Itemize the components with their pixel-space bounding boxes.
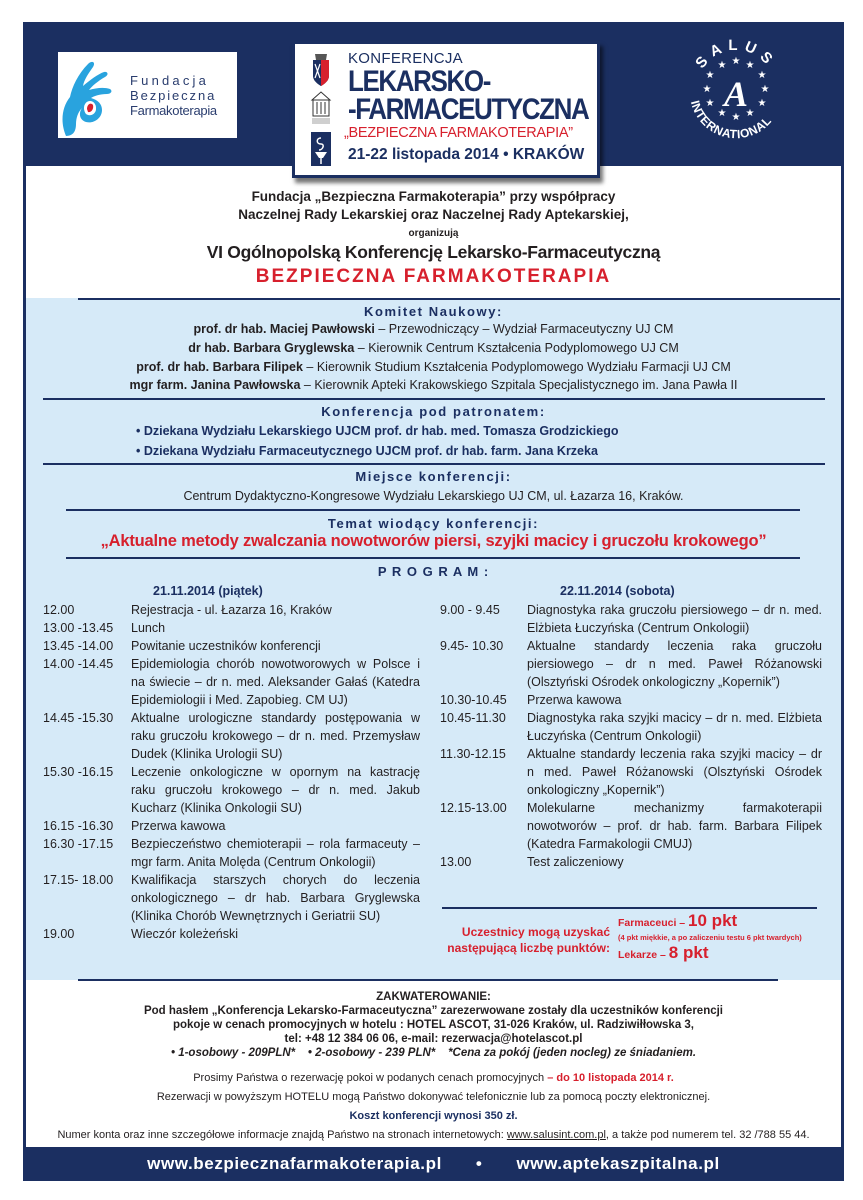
divider <box>43 398 825 400</box>
schedule-row: 16.15 -16.30 Przerwa kawowa <box>43 819 226 833</box>
svg-text:SALUS: SALUS <box>692 36 780 72</box>
schedule-row: 9.00 - 9.45 Diagnostyka raka gruczołu piersiowego – dr n. med. Elżbieta Łuczyńska (Centrum Onkologii) <box>440 603 822 635</box>
intro-line3: organizują <box>408 228 459 239</box>
day2-heading: 22.11.2014 (sobota) <box>560 584 675 598</box>
day2-schedule <box>440 601 822 871</box>
salusint-link[interactable]: www.salusint.com.pl <box>506 1129 606 1141</box>
svg-text:★: ★ <box>717 108 727 119</box>
svg-text:★: ★ <box>705 98 715 109</box>
svg-text:INTERNATIONAL: INTERNATIONAL <box>687 98 775 142</box>
committee-title: Komitet Naukowy: <box>363 304 503 319</box>
conference-cost: Koszt konferencji wynosi 350 zł. <box>349 1110 518 1122</box>
intro-line1: Fundacja „Bezpieczna Farmakoterapia” przy współpracy <box>251 189 616 204</box>
svg-text:★: ★ <box>717 60 727 71</box>
schedule-row: 13.45 -14.00 Powitanie uczestników konferencji <box>43 639 321 653</box>
schedule-row: 14.00 -14.45 Epidemiologia chorób nowotworowych w Polsce i na świecie – dr n. med. Aleksander Gałaś (Katedra Epidemiologii i Med. Zapobieg. CM UJ) <box>43 657 420 707</box>
svg-text:A: A <box>723 74 749 114</box>
schedule-row: 16.30 -17.15 Bezpieczeństwo chemioterapii – rola farmaceuty – mgr farm. Anita Molęda (Centrum Onkologii) <box>43 837 420 869</box>
day1-heading: 21.11.2014 (piątek) <box>153 584 263 598</box>
footer-separator: • <box>475 1154 483 1173</box>
svg-text:★: ★ <box>745 60 755 71</box>
reservation-info: Prosimy Państwa o rezerwację pokoi w podanych cenach promocyjnych – do 10 listopada 2014 r. Rezerwacji w powyższym HOTELU mogą Państwo dokonywać telefonicznie lub za pomocą poczty elektronicznej. Koszt konferencji wynosi 350 zł. Numer konta oraz inne szczegółowe informacje znajdą Państwo na stronach internetowych: www.salusint.com.pl, a także pod numerem tel. 32 /788 55 44. <box>26 1069 841 1145</box>
schedule-row: 12.15-13.00 Molekularne mechanizmy farmakoterapii nowotworów – prof. dr hab. farm. Barbara Filipek (Katedra Farmakologii CMUJ) <box>440 801 822 851</box>
divider <box>78 979 778 981</box>
conference-logo <box>292 41 600 178</box>
cme-points <box>440 912 840 972</box>
divider <box>66 557 800 559</box>
theme-title: Temat wiodący konferencji: <box>327 516 540 531</box>
committee-member: prof. dr hab. Barbara Filipek – Kierownik Studium Kształcenia Podyplomowego Wydziału Farmacji UJ CM <box>136 360 731 374</box>
venue-text: Centrum Dydaktyczno-Kongresowe Wydziału Lekarskiego UJ CM, ul. Łazarza 16, Kraków. <box>183 489 684 503</box>
hand-ok-icon <box>58 52 128 138</box>
committee-member: mgr farm. Janina Pawłowska – Kierownik Apteki Krakowskiego Szpitala Specjalistycznego im. Jana Pawła II <box>129 378 738 392</box>
divider <box>43 463 825 465</box>
schedule-row: 19.00 Wieczór koleżeński <box>43 927 238 941</box>
emblems <box>309 50 333 183</box>
logo-farmaceutyczna: -FARMACEUTYCZNA <box>348 91 589 127</box>
intro <box>26 188 841 289</box>
fundacja-logo <box>58 52 237 138</box>
accommodation: ZAKWATEROWANIE: Pod hasłem „Konferencja Lekarsko-Farmaceutyczna” zarezerwowane zostały dla uczestników konferencji pokoje w cenach promocyjnych w hotelu : HOTEL ASCOT, 31-026 Kraków, ul. Radziwiłłowska 3, tel: +48 12 384 06 06, e-mail: rezerwacja@hotelascot.pl • 1-osobowy - 209PLN* • 2-osobowy - 239 PLN* *Cena za pokój (jeden nocleg) ze śniadaniem. Prosimy Państwa o rezerwację pokoi w podanych cenach promocyjnych – do 10 listopada 2014 r. Rezerwacji w powyższym HOTELU mogą Państwo dokonywać telefonicznie lub za pomocą poczty elektronicznej. Koszt konferencji wynosi 350 zł. Numer konta oraz inne szczegółowe informacje znajdą Państwo na stronach internetowych: www.salusint.com.pl, a także pod numerem tel. 32 /788 55 44. <box>26 990 841 1145</box>
schedule-row: 15.30 -16.15 Leczenie onkologiczne w opornym na kastrację raku gruczołu krokowego – dr n. med. Jakub Kucharz (Klinika Onkologii SU) <box>43 765 420 815</box>
svg-text:★: ★ <box>760 84 770 95</box>
schedule-row: 12.00 Rejestracja - ul. Łazarza 16, Kraków <box>43 603 332 617</box>
svg-text:★: ★ <box>745 108 755 119</box>
patronage-title: Konferencja pod patronatem: <box>321 404 546 419</box>
footer-link-aptekaszpitalna[interactable]: www.aptekaszpitalna.pl <box>516 1154 720 1173</box>
program-title: P R O G R A M : <box>377 564 490 579</box>
logo-konferencja: KONFERENCJA <box>348 50 463 67</box>
svg-text:★: ★ <box>757 98 767 109</box>
footer-link-bezpiecznafarmakoterapia[interactable]: www.bezpiecznafarmakoterapia.pl <box>147 1154 442 1173</box>
schedule-row: 10.30-10.45 Przerwa kawowa <box>440 693 622 707</box>
footer-bar <box>23 1147 844 1181</box>
accommodation-title: ZAKWATEROWANIE: <box>376 991 491 1003</box>
intro-line2: Naczelnej Rady Lekarskiej oraz Naczelnej Rady Aptekarskiej, <box>238 207 629 222</box>
svg-text:★: ★ <box>757 70 767 81</box>
schedule-row: 14.45 -15.30 Aktualne urologiczne standardy postępowania w raku gruczołu krokowego – dr n. med. Przemysław Dudek (Klinika Urologii SU) <box>43 711 420 761</box>
divider <box>78 298 840 300</box>
schedule-row: 11.30-12.15 Aktualne standardy leczenia raka szyjki macicy – dr n med. Paweł Różanowski (Olsztyński Ośrodek onkologiczny „Kopernik”) <box>440 747 822 797</box>
logo-subtitle: „BEZPIECZNA FARMAKOTERAPIA” <box>344 125 573 141</box>
venue-title: Miejsce konferencji: <box>355 469 512 484</box>
points-values: Farmaceuci – 10 pkt (4 pkt miękkie, a po zaliczeniu testu 6 pkt twardych) Lekarze – 8 pkt <box>618 911 802 962</box>
room-prices: • 1-osobowy - 209PLN* • 2-osobowy - 239 PLN* *Cena za pokój (jeden nocleg) ze śniadaniem. <box>170 1047 697 1059</box>
patron-item: • Dziekana Wydziału Farmaceutycznego UJCM prof. dr hab. farm. Jana Krzeka <box>136 444 598 458</box>
schedule-row: 17.15- 18.00 Kwalifikacja starszych chorych do leczenia onkologicznego – dr hab. Barbara Gryglewska (Klinika Chorób Wewnętrznych i Geriatrii SU) <box>43 873 420 923</box>
day1-schedule <box>43 601 420 943</box>
logo-date: 21-22 listopada 2014 • KRAKÓW <box>348 146 585 163</box>
schedule-row: 13.00 Test zaliczeniowy <box>440 855 624 869</box>
fundacja-logo-text: Fundacja Bezpieczna Farmakoterapia <box>130 72 217 118</box>
points-label: Uczestnicy mogą uzyskać następującą liczbę punktów: <box>447 925 610 955</box>
svg-text:★: ★ <box>731 112 741 123</box>
divider <box>66 509 800 511</box>
schedule-row: 10.45-11.30 Diagnostyka raka szyjki macicy – dr n. med. Elżbieta Łuczyńska (Centrum Onkologii) <box>440 711 822 743</box>
conference-motto: BEZPIECZNA FARMAKOTERAPIA <box>255 266 612 287</box>
conference-title: VI Ogólnopolską Konferencję Lekarsko-Farmaceutyczną <box>206 242 661 262</box>
patron-item: • Dziekana Wydziału Lekarskiego UJCM prof. dr hab. med. Tomasza Grodzickiego <box>136 424 619 438</box>
committee-member: prof. dr hab. Maciej Pawłowski – Przewodniczący – Wydział Farmaceutyczny UJ CM <box>193 322 674 336</box>
divider <box>442 907 817 909</box>
svg-text:★: ★ <box>705 70 715 81</box>
schedule-row: 13.00 -13.45 Lunch <box>43 621 166 635</box>
svg-text:★: ★ <box>731 56 741 67</box>
logo-lekarsko: LEKARSKO- <box>348 63 490 99</box>
theme-text: „Aktualne metody zwalczania nowotworów piersi, szyjki macicy i gruczołu krokowego” <box>100 532 767 550</box>
schedule-row: 9.45- 10.30 Aktualne standardy leczenia raka gruczołu piersiowego – dr n med. Paweł Różanowski (Olsztyński Ośrodek onkologiczny „Kopernik”) <box>440 639 822 689</box>
salus-international-logo <box>676 30 796 150</box>
committee-member: dr hab. Barbara Gryglewska – Kierownik Centrum Kształcenia Podyplomowego UJ CM <box>188 341 679 355</box>
svg-text:★: ★ <box>702 84 712 95</box>
